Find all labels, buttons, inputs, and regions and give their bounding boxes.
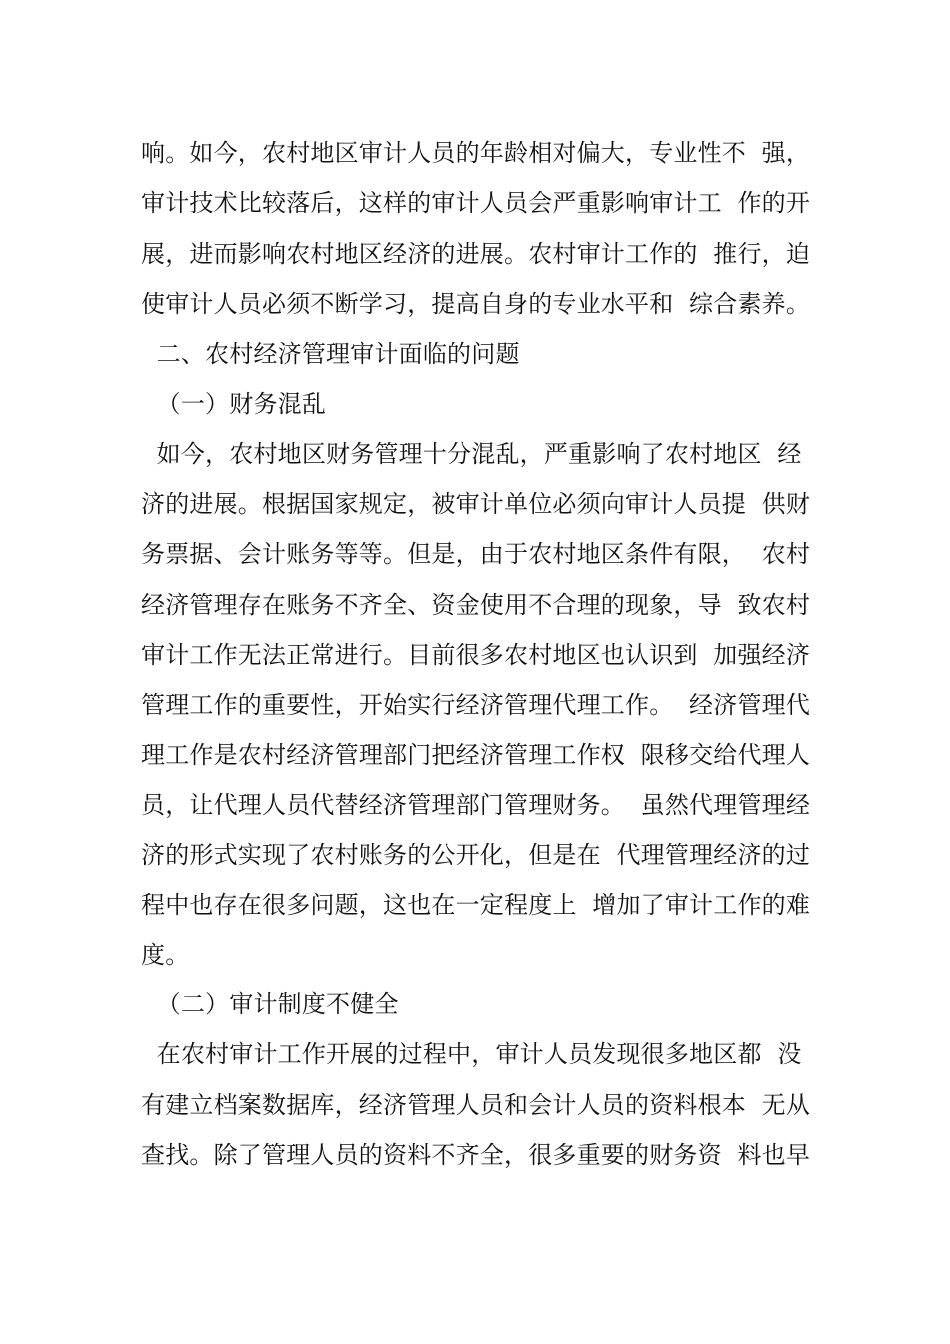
- text-line: 响。如今，农村地区审计人员的年龄相对偏大，专业性不 强，: [141, 139, 811, 167]
- text-line: 查找。除了管理人员的资料不齐全，很多重要的财务资 料也早: [141, 1141, 811, 1169]
- text-line: 程中也存在很多问题，这也在一定程度上 增加了审计工作的难: [141, 891, 811, 919]
- text-line: 如今，农村地区财务管理十分混乱，严重影响了农村地区 经: [141, 440, 802, 468]
- text-line: 管理工作的重要性，开始实行经济管理代理工作。 经济管理代: [141, 691, 811, 719]
- text-line: 济的形式实现了农村账务的公开化，但是在 代理管理经济的过: [141, 841, 811, 869]
- subsection-heading: （二）审计制度不健全: [141, 990, 399, 1018]
- text-line: 审计工作无法正常进行。目前很多农村地区也认识到 加强经济: [141, 641, 811, 669]
- text-line: 理工作是农村经济管理部门把经济管理工作权 限移交给代理人: [141, 741, 811, 769]
- text-line: 度。: [141, 941, 190, 969]
- text-line: 在农村审计工作开展的过程中，审计人员发现很多地区都 没: [141, 1040, 802, 1068]
- section-heading: 二、农村经济管理审计面临的问题: [141, 340, 520, 368]
- subsection-heading: （一）财务混乱: [141, 390, 327, 418]
- text-line: 有建立档案数据库，经济管理人员和会计人员的资料根本 无从: [141, 1091, 811, 1119]
- text-line: 济的进展。根据国家规定，被审计单位必须向审计人员提 供财: [141, 490, 811, 518]
- text-line: 务票据、会计账务等等。但是，由于农村地区条件有限， 农村: [141, 540, 811, 568]
- text-line: 经济管理存在账务不齐全、资金使用不合理的现象，导 致农村: [141, 591, 811, 619]
- text-line: 展，进而影响农村地区经济的进展。农村审计工作的 推行，迫: [141, 240, 811, 268]
- text-line: 使审计人员必须不断学习，提高自身的专业水平和 综合素养。: [141, 290, 811, 318]
- text-line: 员，让代理人员代替经济管理部门管理财务。 虽然代理管理经: [141, 791, 811, 819]
- text-line: 审计技术比较落后，这样的审计人员会严重影响审计工 作的开: [141, 189, 811, 217]
